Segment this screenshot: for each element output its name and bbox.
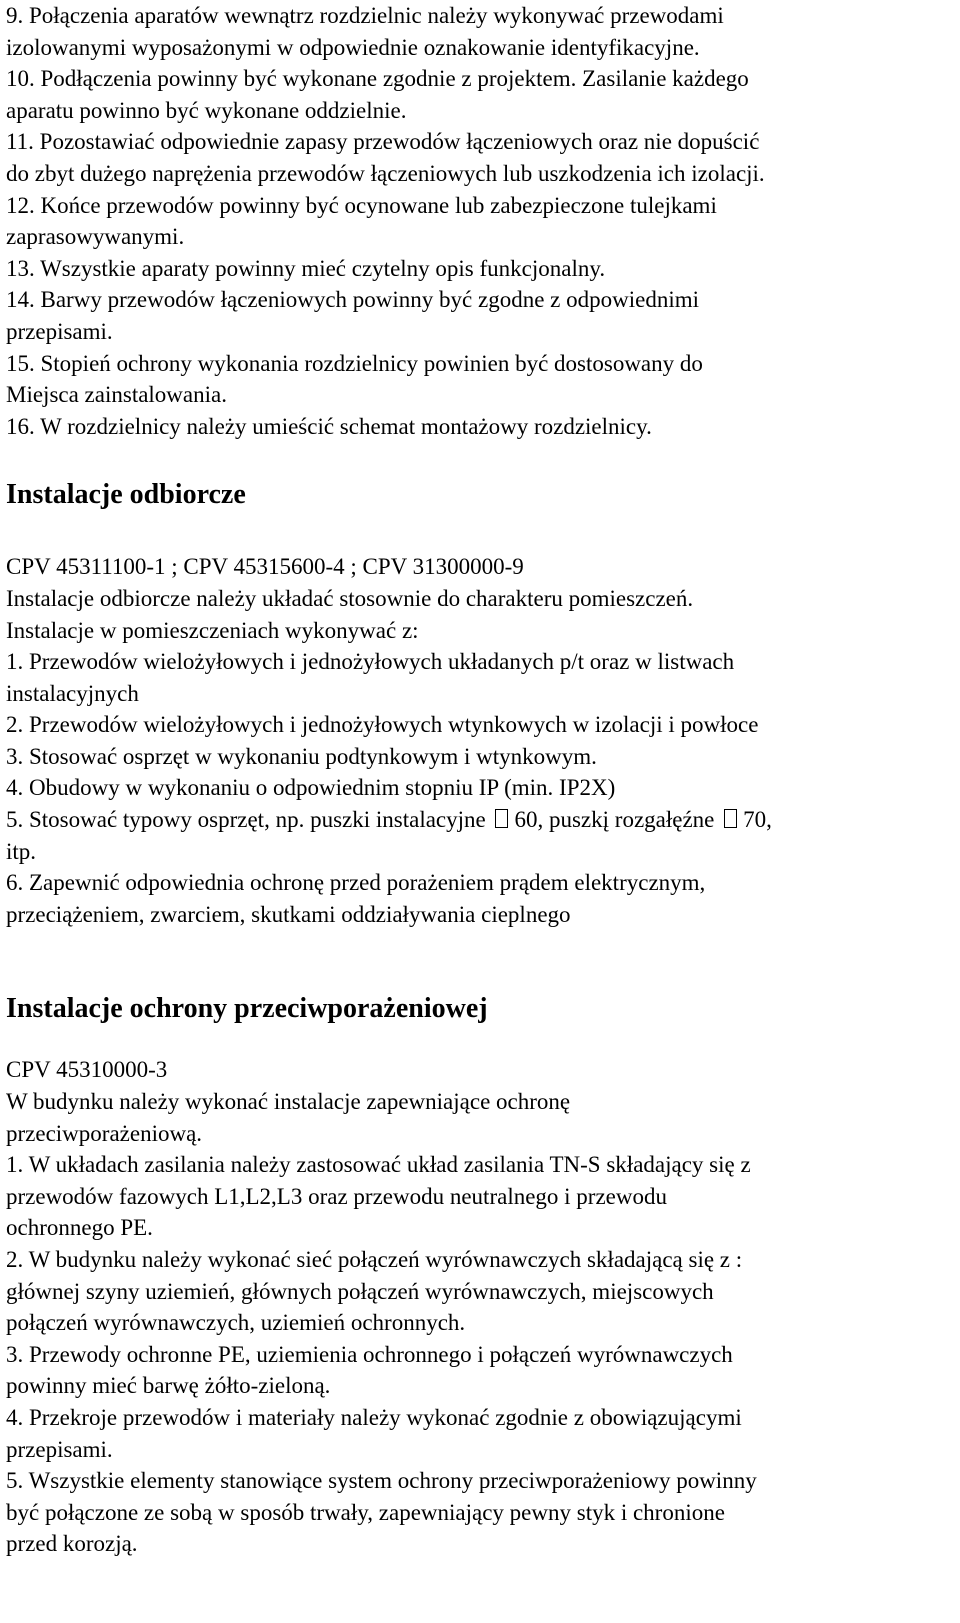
document-page [6,0,956,1560]
text-line: 6. Zapewnić odpowiednia ochronę przed porażeniem prądem elektrycznym, [6,870,706,896]
text-line: przepisami. [6,318,113,344]
text-line: 1. Przewodów wielożyłowych i jednożyłowych układanych p/t oraz w listwach [6,649,735,675]
section-heading: Instalacje odbiorcze [6,479,246,511]
text-line: itp. [6,838,37,864]
text-line: przepisami. [6,1436,113,1462]
text-line: aparatu powinno być wykonane oddzielnie. [6,97,407,123]
section-ochrona-przeciwporazeniowa [6,992,956,1560]
text-line: do zbyt dużego naprężenia przewodów łączeniowych lub uszkodzenia ich izolacji. [6,160,765,186]
text-line: izolowanymi wyposażonymi w odpowiednie oznakowanie identyfikacyjne. [6,34,700,60]
text-line: 3. Przewody ochronne PE, uziemienia ochronnego i połączeń wyrównawczych [6,1341,733,1367]
text-line: 12. Końce przewodów powinny być ocynowane lub zabezpieczone tulejkami [6,192,717,218]
text-line: powinny mieć barwę żółto-zieloną. [6,1373,331,1399]
top-list [6,0,956,442]
text-line: Instalacje odbiorcze należy układać stosownie do charakteru pomieszczeń. [6,585,694,611]
cpv-codes: CPV 45311100-1 ; CPV 45315600-4 ; CPV 31300000-9 [6,554,524,580]
text-line: instalacyjnych [6,680,139,706]
cpv-codes: CPV 45310000-3 [6,1057,168,1083]
text-line: być połączone ze sobą w sposób trwały, zapewniający pewny styk i chronione [6,1499,725,1525]
item5-part2: 60, puszkį rozgałęźne [514,807,715,833]
text-line-item5 [6,804,956,836]
text-line: przeciążeniem, zwarciem, skutkami oddziaływania cieplnego [6,901,571,927]
text-line: przed korozją. [6,1531,138,1557]
text-line: 2. Przewodów wielożyłowych i jednożyłowych wtynkowych w izolacji i powłoce [6,712,759,738]
text-line: przewodów fazowych L1,L2,L3 oraz przewodu neutralnego i przewodu [6,1183,667,1209]
text-line: 5. Wszystkie elementy stanowiące system ochrony przeciwporażeniowy powinny [6,1468,757,1494]
text-line: głównej szyny uziemień, głównych połączeń wyrównawczych, miejscowych [6,1278,714,1304]
text-line: 10. Podłączenia powinny być wykonane zgodnie z projektem. Zasilanie każdego [6,66,749,92]
text-line: Instalacje w pomieszczeniach wykonywać z: [6,617,419,643]
text-line: 4. Obudowy w wykonaniu o odpowiednim stopniu IP (min. IP2X) [6,775,616,801]
text-line: 16. W rozdzielnicy należy umieścić schemat montażowy rozdzielnicy. [6,413,652,439]
text-line: Miejsca zainstalowania. [6,382,227,408]
text-line: 9. Połączenia aparatów wewnątrz rozdzielnic należy wykonywać przewodami [6,3,724,28]
text-line: zaprasowywanymi. [6,224,185,250]
text-line: połączeń wyrównawczych, uziemień ochronnych. [6,1310,466,1336]
missing-glyph-icon [724,809,737,828]
text-line: 11. Pozostawiać odpowiednie zapasy przewodów łączeniowych oraz nie dopuścić [6,129,760,155]
section-instalacje-odbiorcze [6,478,956,930]
text-line: 2. W budynku należy wykonać sieć połączeń wyrównawczych składającą się z : [6,1247,743,1272]
text-line: 13. Wszystkie aparaty powinny mieć czytelny opis funkcjonalny. [6,255,606,281]
text-line: 15. Stopień ochrony wykonania rozdzielnicy powinien być dostosowany do [6,350,703,376]
text-line: ochronnego PE. [6,1215,153,1241]
text-line: przeciwporażeniową. [6,1120,203,1146]
text-line: W budynku należy wykonać instalacje zapewniające ochronę [6,1089,571,1115]
section-heading: Instalacje ochrony przeciwporażeniowej [6,993,488,1025]
item5-part1: 5. Stosować typowy osprzęt, np. puszki instalacyjne [6,807,486,833]
text-line: 14. Barwy przewodów łączeniowych powinny być zgodne z odpowiednimi [6,287,700,313]
item5-part3: 70, [743,807,772,833]
text-line: 3. Stosować osprzęt w wykonaniu podtynkowym i wtynkowym. [6,743,597,769]
text-line: 4. Przekroje przewodów i materiały należy wykonać zgodnie z obowiązującymi [6,1404,742,1430]
text-line: 1. W układach zasilania należy zastosować układ zasilania TN-S składający się z [6,1152,751,1178]
missing-glyph-icon [495,809,508,828]
